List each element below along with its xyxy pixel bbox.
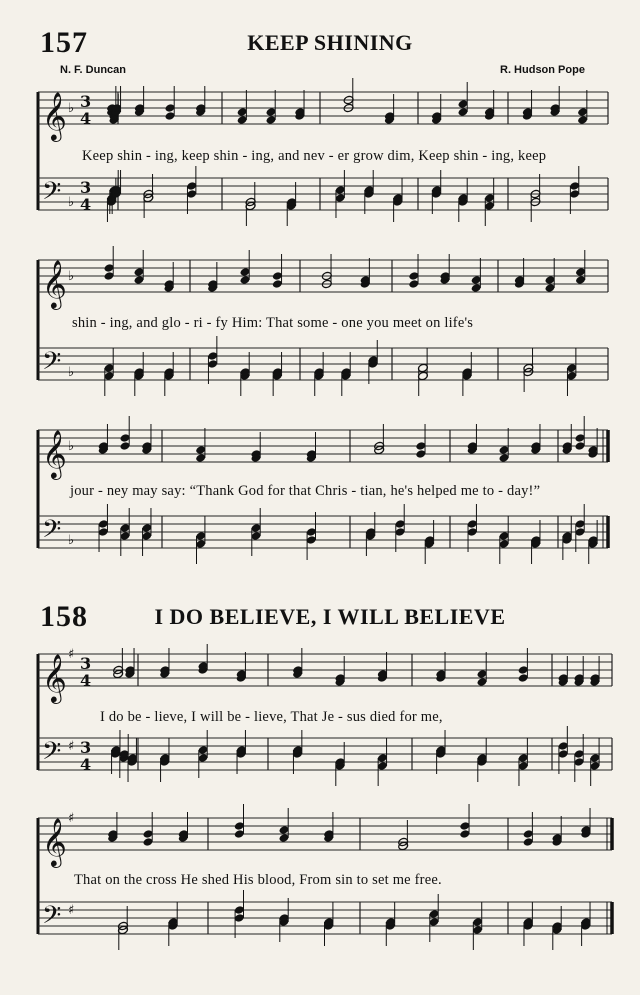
- time-signature-top: 3: [80, 92, 92, 111]
- staff: [38, 416, 608, 480]
- hymn-157-lyric-line-2: shin - ing, and glo - ri - fy Him: That some - one you meet on life's: [72, 315, 474, 331]
- bass-clef-icon: 𝄢: [42, 901, 62, 936]
- bass-clef-icon: 𝄢: [42, 737, 62, 772]
- staff: [38, 804, 612, 868]
- flat-icon: ♭: [68, 533, 75, 548]
- hymn-157-lyric-line-1: Keep shin - ing, keep shin - ing, and nev - er grow dim, Keep shin - ing, keep: [82, 148, 547, 164]
- time-signature-top: 3: [80, 654, 92, 673]
- flat-icon: ♭: [68, 439, 75, 454]
- time-signature-bottom: 4: [80, 195, 92, 214]
- staff: [38, 246, 608, 310]
- treble-clef-icon: 𝄞: [42, 817, 67, 866]
- staff: [38, 336, 608, 396]
- flat-icon: ♭: [68, 195, 75, 210]
- treble-clef-icon: 𝄞: [42, 259, 67, 308]
- hymn-157-music-credit: R. Hudson Pope: [500, 64, 585, 76]
- staff: [38, 890, 612, 950]
- hymn-158-title: I DO BELIEVE, I WILL BELIEVE: [154, 604, 506, 629]
- treble-clef-icon: 𝄞: [42, 429, 67, 478]
- hymn-157-words-credit: N. F. Duncan: [60, 64, 127, 76]
- staff: [38, 726, 612, 786]
- bass-clef-icon: 𝄢: [42, 515, 62, 550]
- bass-clef-icon: 𝄢: [42, 347, 62, 382]
- time-signature-bottom: 4: [80, 755, 92, 774]
- flat-icon: ♭: [68, 101, 75, 116]
- time-signature-bottom: 4: [80, 109, 92, 128]
- hymn-158-lyric-line-2: That on the cross He shed His blood, From sin to set me free.: [74, 872, 442, 888]
- time-signature-top: 3: [80, 178, 92, 197]
- sharp-icon: ♯: [68, 647, 75, 662]
- flat-icon: ♭: [68, 365, 75, 380]
- staff: [38, 78, 608, 142]
- sharp-icon: ♯: [68, 903, 75, 918]
- treble-clef-icon: 𝄞: [42, 653, 67, 702]
- sharp-icon: ♯: [68, 739, 75, 754]
- hymn-157-number: 157: [40, 26, 88, 59]
- time-signature-bottom: 4: [80, 671, 92, 690]
- flat-icon: ♭: [68, 269, 75, 284]
- treble-clef-icon: 𝄞: [42, 91, 67, 140]
- bass-clef-icon: 𝄢: [42, 177, 62, 212]
- staff: [38, 644, 612, 704]
- hymn-157-lyric-line-3: jour - ney may say: “Thank God for that Chris - tian, he's helped me to - day!”: [70, 483, 541, 499]
- hymn-158-lyric-line-1: I do be - lieve, I will be - lieve, That Je - sus died for me,: [100, 709, 443, 725]
- hymn-157-title: KEEP SHINING: [247, 30, 413, 55]
- staff: [38, 166, 608, 226]
- time-signature-top: 3: [80, 738, 92, 757]
- hymn-158-number: 158: [40, 600, 88, 633]
- sharp-icon: ♯: [68, 811, 75, 826]
- staff: [38, 504, 608, 564]
